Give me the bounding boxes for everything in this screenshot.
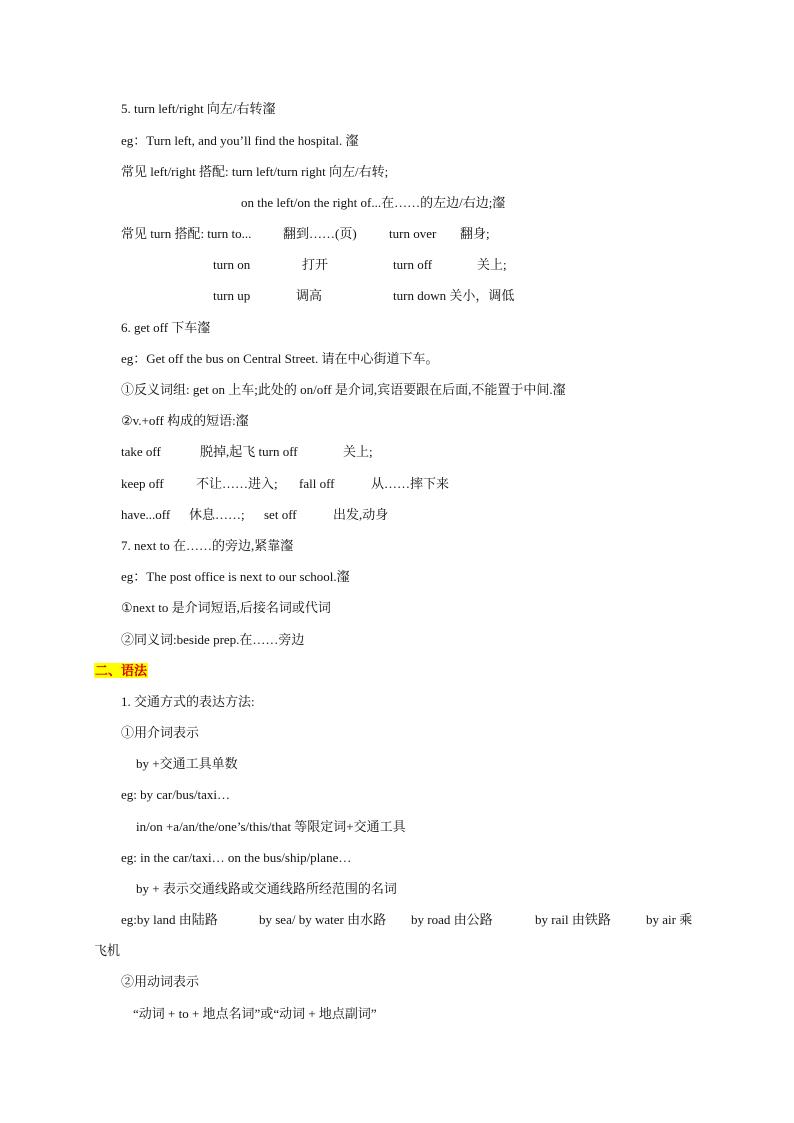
phrase-cell: have...off: [121, 507, 171, 522]
meaning-cell: 翻到……(页): [283, 226, 357, 241]
note-line: ①next to 是介词短语,后接名词或代词: [121, 600, 331, 615]
section-heading-grammar: [94, 662, 148, 680]
meaning-cell: 关上;: [343, 444, 373, 459]
phrase-row: [121, 506, 388, 524]
example-cell: eg:by land 由陆路: [121, 912, 218, 927]
collocation-row: [213, 287, 514, 305]
example-cell: by sea/ by water 由水路: [259, 912, 387, 927]
phrase-cell: turn down 关小，调低: [393, 288, 515, 303]
example-cell: by rail 由铁路: [535, 912, 611, 927]
vocab-item-get-off: 6. get off 下车瀣: [121, 320, 211, 335]
sub-heading: ①用介词表示: [121, 725, 200, 740]
meaning-cell: 从……摔下来: [371, 476, 450, 491]
meaning-cell: 不让……进入;: [196, 476, 278, 491]
meaning-cell: 休息……;: [189, 507, 245, 522]
vocab-item-next-to: 7. next to 在……的旁边,紧靠瀣: [121, 538, 294, 553]
meaning-cell: 脱掉,起飞 turn off: [200, 444, 298, 459]
phrase-cell: 常见 turn 搭配: turn to...: [121, 226, 252, 241]
note-line: ②v.+off 构成的短语:瀣: [121, 413, 249, 428]
meaning-cell: 出发,动身: [333, 507, 389, 522]
note-line: ①反义词组: get on 上车;此处的 on/off 是介词,宾语要跟在后面,不能置于中间.瀣: [121, 382, 566, 397]
section-heading-text: 二、语法: [95, 663, 148, 678]
collocation-line: 常见 left/right 搭配: turn left/turn right 向左/右转;: [121, 164, 389, 179]
example-sentence: eg：The post office is next to our school.瀣: [121, 569, 350, 584]
example-row: [121, 911, 692, 929]
phrase-row: [121, 475, 449, 493]
phrase-cell: turn over: [389, 226, 437, 241]
phrase-cell: set off: [264, 507, 297, 522]
phrase-cell: turn off: [393, 257, 433, 272]
meaning-cell: 关上;: [477, 257, 507, 272]
example-sentence: eg：Get off the bus on Central Street. 请在中心街道下车。: [121, 351, 439, 366]
rule-line: by + 表示交通线路或交通线路所经范围的名词: [136, 881, 397, 896]
meaning-cell: 调高: [296, 288, 323, 303]
grammar-point-title: 1. 交通方式的表达方法:: [121, 694, 255, 709]
rule-line: by +交通工具单数: [136, 756, 238, 771]
collocation-line: on the left/on the right of...在……的左边/右边;瀣: [241, 195, 506, 210]
example-line-wrap: 飞机: [94, 943, 121, 958]
meaning-cell: 打开: [302, 257, 329, 272]
example-line: eg: by car/bus/taxi…: [121, 787, 231, 802]
note-line: ②同义词:beside prep.在……旁边: [121, 632, 305, 647]
example-cell: by air 乘: [646, 912, 693, 927]
rule-line: “动词 + to + 地点名词”或“动词 + 地点副词”: [133, 1006, 377, 1021]
phrase-cell: keep off: [121, 476, 164, 491]
phrase-cell: take off: [121, 444, 161, 459]
phrase-row: [121, 443, 373, 461]
sub-heading: ②用动词表示: [121, 974, 200, 989]
example-line: eg: in the car/taxi… on the bus/ship/plane…: [121, 850, 352, 865]
vocab-item-turn-left-right: 5. turn left/right 向左/右转瀣: [121, 101, 276, 116]
rule-line: in/on +a/an/the/one’s/this/that 等限定词+交通工具: [136, 819, 406, 834]
phrase-cell: turn on: [213, 257, 251, 272]
phrase-cell: fall off: [299, 476, 335, 491]
collocation-row: [121, 225, 490, 243]
phrase-cell: turn up: [213, 288, 251, 303]
example-cell: by road 由公路: [411, 912, 493, 927]
example-sentence: eg：Turn left, and you’ll find the hospital. 瀣: [121, 133, 359, 148]
collocation-row: [213, 256, 507, 274]
meaning-cell: 翻身;: [460, 226, 490, 241]
